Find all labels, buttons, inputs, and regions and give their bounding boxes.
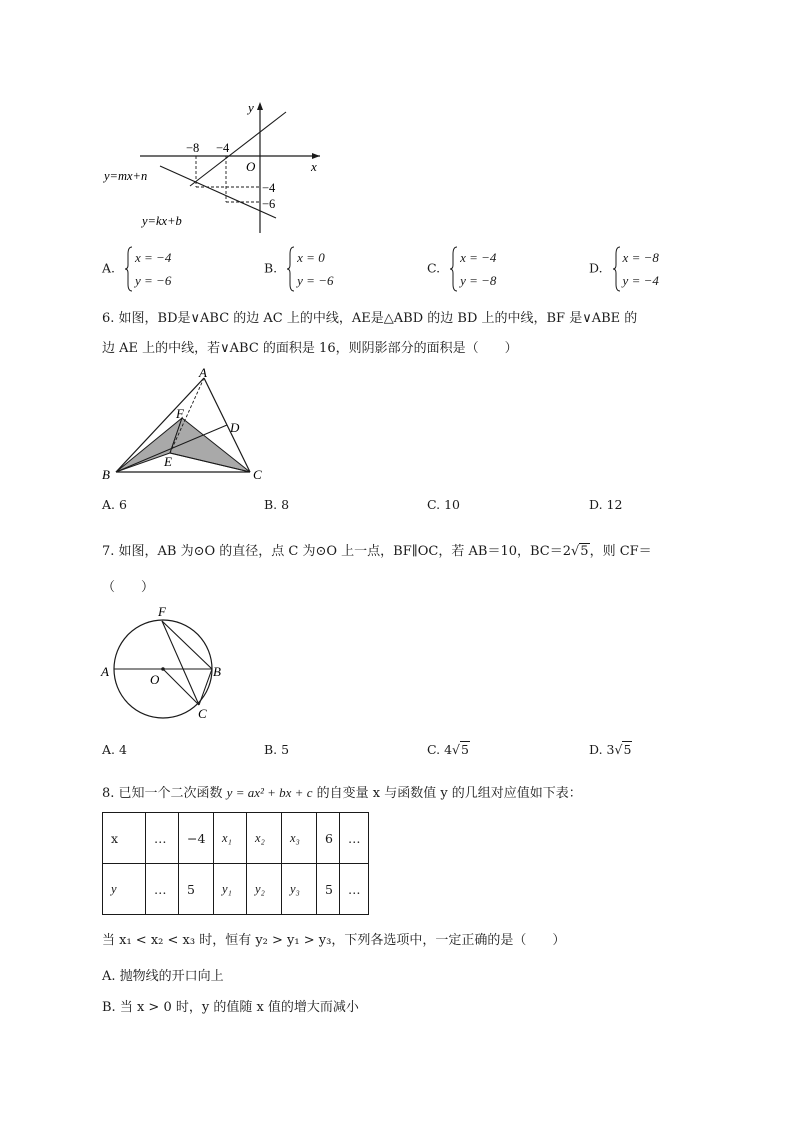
line2-label: y=kx+b [142, 214, 182, 228]
line1-label: y=mx+n [104, 169, 148, 183]
label-a: A [101, 664, 109, 679]
label-b: B [213, 664, 221, 679]
label-b: B [102, 467, 110, 482]
label-a: A [199, 366, 207, 380]
label-d: D [230, 420, 240, 435]
q7-text-line2: （ ） [102, 580, 155, 595]
shaded-region-1 [116, 418, 182, 472]
q6-text-line1: 6. 如图，BD是∨ABC 的边 AC 上的中线，AE是△ABD 的边 BD 上的中线，BF 是∨ABE 的 [102, 311, 638, 326]
q5-option-b[interactable]: B. x = 0 y = −6 [264, 246, 333, 292]
q8-condition: 当 x₁ < x₂ < x₃ 时，恒有 y₂ > y₁ > y₃，下列各选项中，一定正确的是（ ） [102, 933, 566, 948]
axis-x-label: x [311, 159, 317, 174]
q7-option-b[interactable]: B. 5 [264, 742, 290, 757]
q5-coordinate-graph [98, 98, 328, 238]
q7-text-line1: 7. 如图，AB 为⊙O 的直径，点 C 为⊙O 上一点，BF∥OC，若 AB＝10，BC＝2√5，则 CF＝ [102, 544, 652, 559]
q8-value-table [102, 812, 369, 915]
table-row-x: x … −4 x₁ x₂ x₃ 6 … [103, 813, 369, 864]
line-mx-n [160, 166, 276, 218]
q5-option-c[interactable]: C. x = −4 y = −8 [427, 246, 496, 292]
q6-option-c[interactable]: C. 10 [427, 497, 460, 512]
q8-option-a[interactable]: A. 抛物线的开口向上 [102, 969, 224, 984]
label-c: C [198, 706, 207, 721]
q5-option-d[interactable]: D. x = −8 y = −4 [589, 246, 659, 292]
label-c: C [253, 467, 262, 482]
q8-text: 8. 已知一个二次函数 y = ax² + bx + c 的自变量 x 与函数值 y 的几组对应值如下表： [102, 785, 582, 801]
tick-x-m8: −8 [186, 141, 200, 155]
label-o: O [150, 672, 160, 687]
tick-y-m4: −4 [262, 181, 276, 195]
q5-option-a[interactable]: A. x = −4 y = −6 [102, 246, 171, 292]
q6-option-b[interactable]: B. 8 [264, 497, 290, 512]
q8-option-b[interactable]: B. 当 x > 0 时，y 的值随 x 值的增大而减小 [102, 1000, 359, 1015]
q6-option-a[interactable]: A. 6 [102, 497, 127, 512]
q6-text-line2: 边 AE 上的中线，若∨ABC 的面积是 16，则阴影部分的面积是（ ） [102, 341, 518, 356]
table-row-y: y … 5 y₁ y₂ y₃ 5 … [103, 864, 369, 915]
q7-option-d[interactable]: D. 3√5 [589, 742, 632, 757]
axis-y-label: y [248, 100, 254, 115]
origin-label: O [246, 159, 256, 174]
tick-x-m4: −4 [216, 141, 230, 155]
q7-circle-figure [98, 600, 233, 725]
q6-triangle-figure [98, 366, 273, 484]
label-e: E [164, 454, 172, 469]
q7-option-c[interactable]: C. 4√5 [427, 742, 469, 757]
line-kx-b [190, 112, 286, 186]
label-f: F [158, 604, 166, 619]
tick-y-m6: −6 [262, 197, 276, 211]
q6-option-d[interactable]: D. 12 [589, 497, 623, 512]
q7-option-a[interactable]: A. 4 [102, 742, 127, 757]
label-f: F [176, 406, 184, 421]
